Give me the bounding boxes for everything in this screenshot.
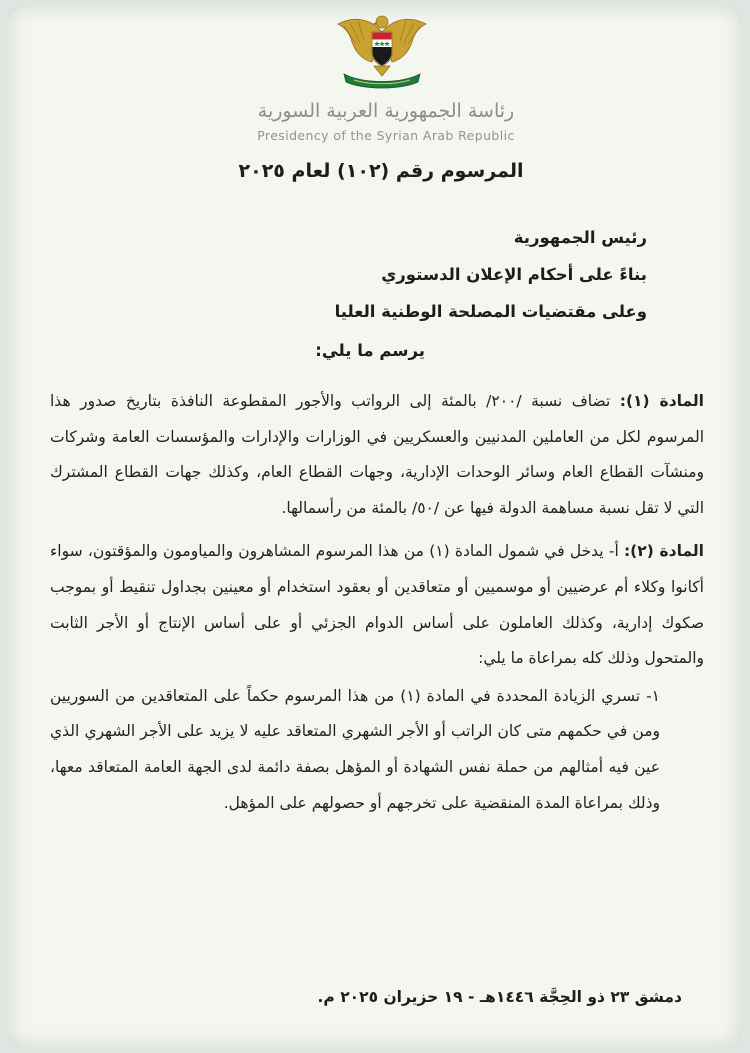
article-1-label: المادة (١): (619, 392, 704, 410)
decree-page (6, 4, 742, 1048)
preamble-line-president: رئيس الجمهورية (513, 228, 647, 247)
presidency-english-title: Presidency of the Syrian Arab Republic (257, 128, 515, 143)
article-2 (50, 534, 704, 676)
preamble-line-constitution: بناءً على أحكام الإعلان الدستوري (381, 265, 647, 284)
decree-body (50, 384, 704, 821)
decree-preamble (87, 219, 647, 369)
article-1-text: تضاف نسبة /٢٠٠/ بالمئة إلى الرواتب والأجور المقطوعة النافذة بتاريخ صدور هذا المرسوم لكل من العاملين المدنيين والعسكريين في الوزارات والإدارات والمؤسسات العامة وشركات ومنشآت القطاع العام وسائر الوحدات الإدارية، وجهات القطاع العام، وكذلك جهات القطاع المشترك التي لا تقل نسبة مساهمة الدولة فيها عن /٥٠/ بالمئة من رأسمالها. (50, 392, 704, 517)
article-2-label: المادة (٢): (623, 542, 704, 561)
decree-title: المرسوم رقم (١٠٢) لعام ٢٠٢٥ (238, 160, 524, 182)
presidency-arabic-title: رئاسة الجمهورية العربية السورية (257, 100, 515, 122)
article-2-item-1: ١- تسري الزيادة المحددة في المادة (١) من هذا المرسوم حكماً على المتعاقدين من السوريين ومن في حكمهم متى كان الراتب أو الأجر الشهري المتعاقد عليه لا يزيد على الأجر الشهري الذي عين فيه أمثالهم من حملة نفس الشهادة أو المؤهل بصفة دائمة لدى الجهة العامة المتعاقد معها، وذلك بمراعاة المدة المنقضية على تخرجهم أو حصولهم على المؤهل. (50, 686, 660, 812)
preamble-line-decrees: يرسم ما يلي: (315, 341, 425, 360)
article-2-text: أ- يدخل في شمول المادة (١) من هذا المرسوم المشاهرون والمياومون والمؤقتون، سواء أكانوا وكلاء أم عرضيين أو موسميين أو متعاقدين أو بعقود استخدام أو معينين بجداول تنقيط أو بموجب صكوك إدارية، وكذلك العاملون على أساس الدوام الجزئي أو على أساس الإنتاج أو الأجر الثابت والمتحول وذلك كله بمراعاة ما يلي: (50, 542, 704, 668)
issue-date-line: دمشق ٢٣ ذو الحِجَّة ١٤٤٦هـ - ١٩ حزيران ٢٠٢٥ م. (317, 988, 682, 1006)
article-1 (50, 384, 704, 526)
syrian-eagle-emblem-icon (332, 10, 432, 90)
preamble-line-interest: وعلى مقتضيات المصلحة الوطنية العليا (334, 302, 647, 321)
